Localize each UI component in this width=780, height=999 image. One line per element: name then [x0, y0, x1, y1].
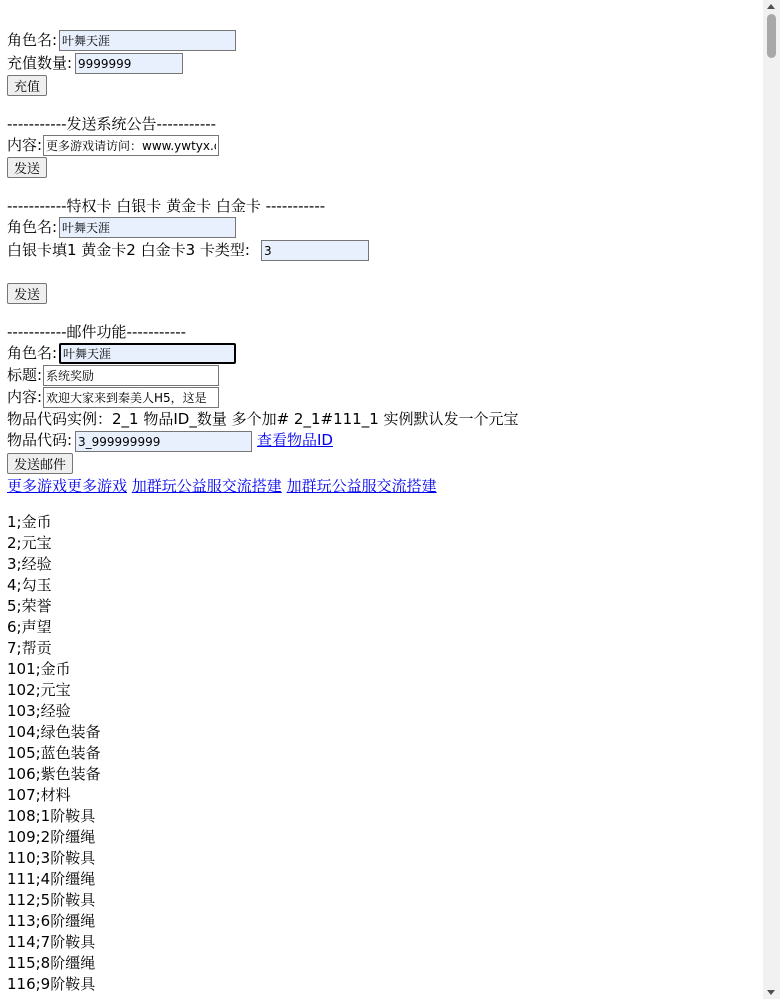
- join-group-link[interactable]: 加群玩公益服交流搭建: [286, 477, 437, 495]
- scroll-up-arrow-icon[interactable]: [767, 4, 775, 9]
- mail-content-label: 内容:: [7, 388, 43, 406]
- announce-content-input[interactable]: [43, 135, 219, 156]
- card-heading: -----------特权卡 白银卡 黄金卡 白金卡 -----------: [7, 197, 326, 215]
- more-games-link[interactable]: 更多游戏更多游戏: [7, 477, 128, 495]
- list-item: 111;4阶缰绳: [7, 870, 96, 888]
- list-item: 114;7阶鞍具: [7, 933, 96, 951]
- scroll-down-arrow-icon[interactable]: [767, 990, 775, 995]
- list-item: 101;金币: [7, 660, 71, 678]
- list-item: 3;经验: [7, 555, 52, 573]
- mail-code-example: 物品代码实例：2_1 物品ID_数量 多个加# 2_1#111_1 实例默认发一个元宝: [7, 410, 519, 428]
- list-item: 5;荣誉: [7, 597, 52, 615]
- list-item: 112;5阶鞍具: [7, 891, 96, 909]
- list-item: 106;紫色装备: [7, 765, 101, 783]
- mail-code-label: 物品代码:: [7, 431, 73, 449]
- join-group-link[interactable]: 加群玩公益服交流搭建: [131, 477, 282, 495]
- item-id-list: [7, 512, 101, 995]
- announce-content-label: 内容:: [7, 136, 43, 154]
- mail-code-input[interactable]: [75, 431, 252, 452]
- list-item: 109;2阶缰绳: [7, 828, 96, 846]
- recharge-button[interactable]: 充值: [7, 75, 47, 96]
- mail-content-input[interactable]: [43, 387, 219, 408]
- list-item: 110;3阶鞍具: [7, 849, 96, 867]
- list-item: 116;9阶鞍具: [7, 975, 96, 993]
- recharge-role-input[interactable]: [59, 30, 236, 51]
- card-role-input[interactable]: [59, 217, 236, 238]
- recharge-amount-input[interactable]: [75, 53, 183, 74]
- footer-links: [7, 476, 437, 497]
- mail-title-input[interactable]: [43, 365, 219, 386]
- recharge-role-label: 角色名:: [7, 31, 58, 49]
- card-type-input[interactable]: [261, 240, 369, 261]
- list-item: 103;经验: [7, 702, 71, 720]
- mail-role-label: 角色名:: [7, 344, 58, 362]
- list-item: 107;材料: [7, 786, 71, 804]
- list-item: 7;帮贡: [7, 639, 52, 657]
- list-item: 4;勾玉: [7, 576, 52, 594]
- vertical-scrollbar[interactable]: [763, 0, 780, 999]
- announce-heading: -----------发送系统公告-----------: [7, 115, 217, 133]
- list-item: 108;1阶鞍具: [7, 807, 96, 825]
- list-item: 1;金币: [7, 513, 52, 531]
- mail-title-label: 标题:: [7, 366, 43, 384]
- card-role-label: 角色名:: [7, 218, 58, 236]
- announce-send-button[interactable]: 发送: [7, 157, 47, 178]
- list-item: 104;绿色装备: [7, 723, 101, 741]
- list-item: 2;元宝: [7, 534, 52, 552]
- list-item: 105;蓝色装备: [7, 744, 101, 762]
- scrollbar-thumb[interactable]: [767, 14, 776, 58]
- recharge-amount-label: 充值数量:: [7, 54, 73, 72]
- mail-role-input[interactable]: [59, 343, 236, 364]
- card-send-button[interactable]: 发送: [7, 283, 47, 304]
- list-item: 115;8阶缰绳: [7, 954, 96, 972]
- list-item: 102;元宝: [7, 681, 71, 699]
- mail-heading: -----------邮件功能-----------: [7, 323, 187, 341]
- list-item: 113;6阶缰绳: [7, 912, 96, 930]
- list-item: 6;声望: [7, 618, 52, 636]
- send-mail-button[interactable]: 发送邮件: [7, 453, 73, 474]
- card-type-label: 白银卡填1 黄金卡2 白金卡3 卡类型:: [7, 241, 250, 259]
- view-item-ids-link[interactable]: 查看物品ID: [257, 431, 333, 449]
